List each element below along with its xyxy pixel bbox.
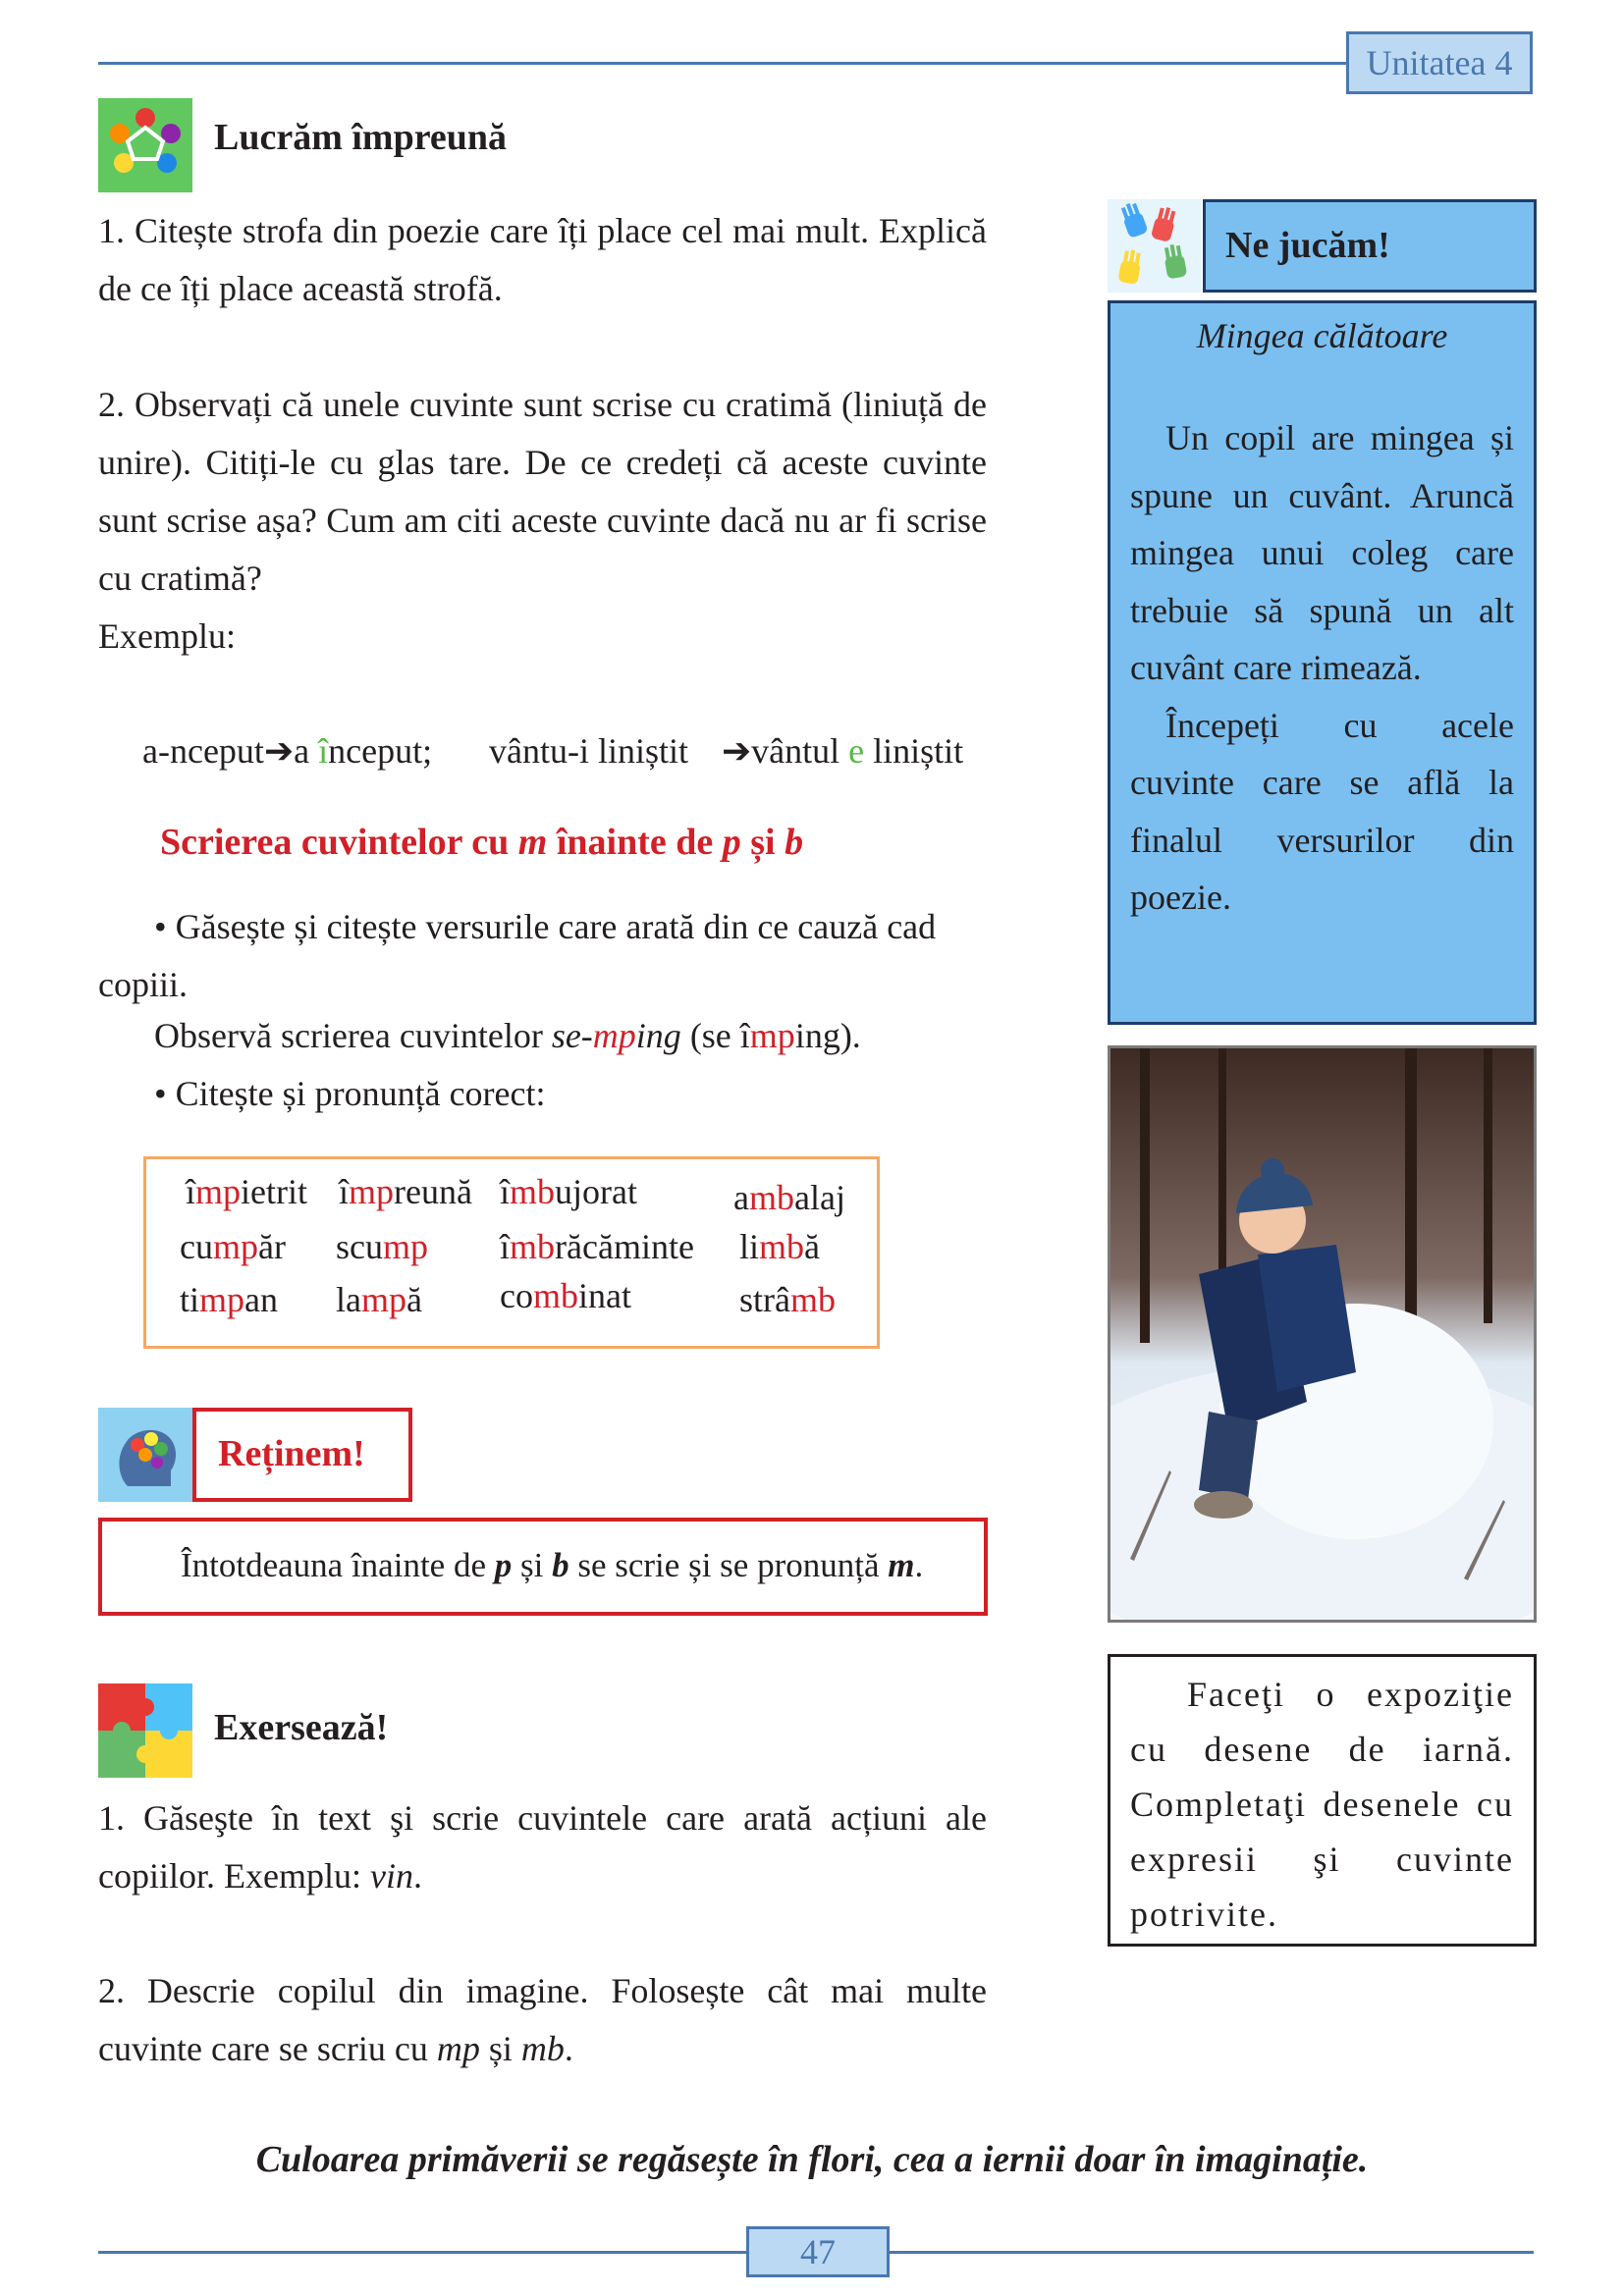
remember-part: . (914, 1546, 924, 1584)
observe-line (154, 1015, 861, 1056)
example-a1: a-nceput (142, 731, 264, 771)
play-title: Ne jucăm! (1203, 199, 1537, 293)
mp-bullet-2: • Citește și pronunță corect: (154, 1074, 546, 1113)
title-b: b (785, 822, 804, 863)
observe-part: Observă scrierea cuvintelor (154, 1016, 552, 1055)
word-item: îmbujorat (500, 1172, 638, 1211)
remember-part: se scrie și se pronunță (568, 1546, 889, 1584)
page-number: 47 (746, 2226, 890, 2277)
word-item: strâmb (739, 1280, 836, 1319)
word-item: împietrit (186, 1172, 308, 1211)
word-item: lampă (336, 1280, 422, 1319)
remember-box (98, 1518, 988, 1616)
observe-part: ing). (794, 1016, 861, 1055)
play-box (1108, 300, 1537, 1025)
example-line-2 (489, 730, 688, 772)
bullet-1-text: • Găsește și citește versurile care arată din ce cauză cad copiii. (98, 907, 937, 1004)
remember-p: p (494, 1546, 513, 1584)
exercise-title: Exersează! (214, 1707, 389, 1748)
exhibition-text: Faceţi o expoziţie cu desene de iarnă. Completaţi desenele cu expresii şi cuvinte potrivite. (1130, 1675, 1514, 1934)
observe-hl: mp (749, 1016, 795, 1055)
word-item: îmbrăcăminte (500, 1227, 694, 1266)
work-text-2: 2. Observați că unele cuvinte sunt scrise cu cratimă (liniuță de unire). Citiți-le cu glas tare. De ce credeți că aceste cuvinte sunt scrise așa? Cum am citi aceste cuvinte dacă nu ar fi scrise cu cratimă? (98, 385, 987, 598)
example-line (142, 730, 432, 772)
example-a2-highlight: î (318, 731, 329, 771)
game-text-1: Un copil are mingea și spune un cuvânt. Aruncă mingea unui coleg care trebuie să spună un alt cuvânt care rimează. (1130, 418, 1514, 687)
observe-hl: mp (592, 1016, 636, 1055)
mp-section-title (160, 821, 803, 864)
title-part: înainte de (547, 822, 723, 863)
winter-child-photo (1108, 1045, 1537, 1623)
remember-m: m (888, 1546, 915, 1584)
hands-icon (1108, 199, 1201, 293)
exercise-2-text: 2. Descrie copilul din imagine. Folosește cât mai multe cuvinte care se scriu cu mp și mb. (98, 1971, 987, 2068)
word-item: combinat (500, 1276, 631, 1315)
work-paragraph-2 (98, 376, 987, 666)
unit-badge: Unitatea 4 (1346, 31, 1533, 94)
work-paragraph-1 (98, 202, 987, 318)
puzzle-icon (98, 1683, 192, 1778)
teamwork-icon (98, 98, 192, 192)
arrow-icon: ➔ (263, 731, 295, 771)
example-a2-pre: a (294, 731, 319, 771)
title-m: m (517, 822, 548, 863)
observe-part: se- (551, 1016, 593, 1055)
example-a2-post: nceput; (328, 731, 433, 771)
example-b1: vântu-i liniștit (489, 731, 688, 771)
word-item: scump (336, 1227, 429, 1266)
word-item: limbă (739, 1227, 821, 1266)
footer-rule-left (98, 2251, 746, 2254)
footer-rule-right (890, 2251, 1534, 2254)
game-text-2: Începeți cu acele cuvinte care se află la finalul versurilor din poezie. (1130, 705, 1514, 917)
exercise-1 (98, 1789, 987, 1905)
observe-part: ing (635, 1016, 681, 1055)
remember-b: b (552, 1546, 569, 1584)
example-line-3 (722, 730, 963, 772)
header-rule (98, 62, 1346, 65)
mp-bullet-1 (98, 898, 962, 1014)
remember-title: Reținem! (192, 1408, 412, 1502)
exhibition-box (1108, 1654, 1537, 1947)
example-b2-post: liniștit (864, 731, 964, 771)
word-item: ambalaj (733, 1178, 845, 1217)
observe-part: (se î (680, 1016, 750, 1055)
title-p: p (722, 822, 741, 863)
brain-icon (98, 1408, 192, 1502)
example-b2-highlight: e (848, 731, 865, 771)
example-label: Exemplu: (98, 616, 236, 656)
word-item: cumpăr (180, 1227, 286, 1266)
title-part: și (740, 822, 785, 863)
exercise-2 (98, 1962, 987, 2078)
section-title-work: Lucrăm împreună (214, 117, 508, 158)
remember-part: și (512, 1546, 553, 1584)
closing-quote: Culoarea primăverii se regăsește în flori, cea a iernii doar în imaginație. (255, 2139, 1369, 2180)
arrow-icon: ➔ (722, 731, 752, 771)
work-text-1: 1. Citește strofa din poezie care îți place cel mai mult. Explică de ce îți place această strofă. (98, 211, 987, 308)
exercise-1-text: 1. Găseşte în text şi scrie cuvintele care arată acțiuni ale copiilor. Exemplu: vin. (98, 1798, 987, 1896)
word-item: împreună (339, 1172, 472, 1211)
game-title: Mingea călătoare (1196, 316, 1448, 355)
example-b2-pre: vântul (751, 731, 849, 771)
word-item: timpan (180, 1280, 279, 1319)
word-box (143, 1156, 880, 1349)
remember-part: Întotdeauna înainte de (181, 1546, 495, 1584)
title-part: Scrierea cuvintelor cu (160, 822, 518, 863)
